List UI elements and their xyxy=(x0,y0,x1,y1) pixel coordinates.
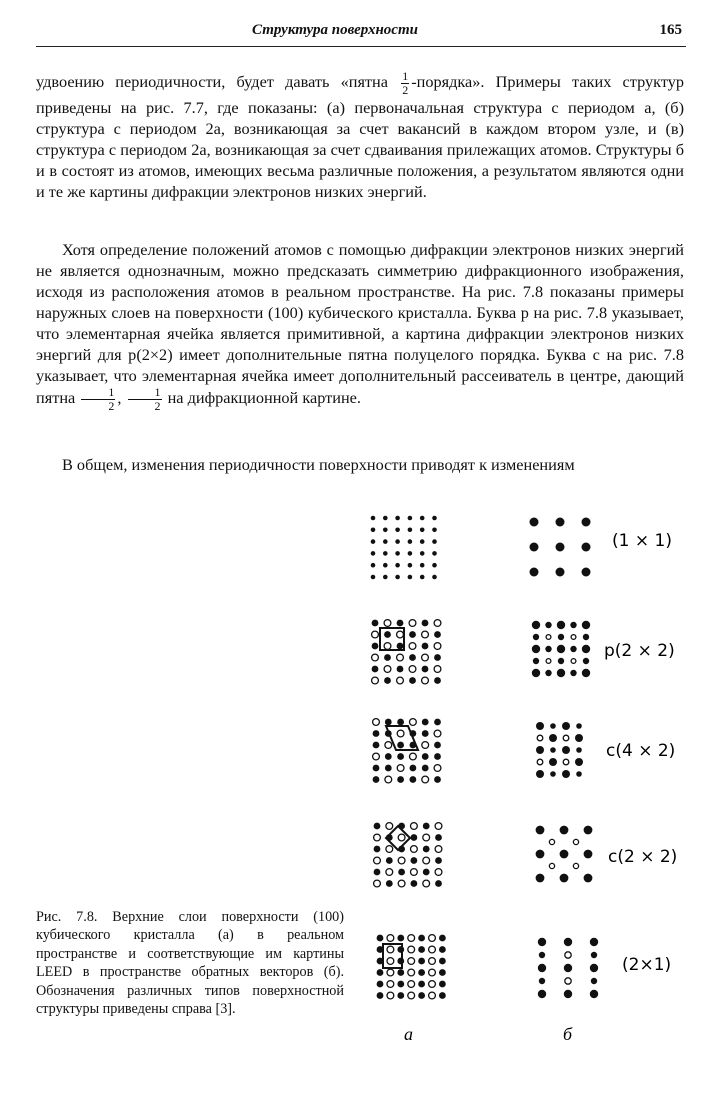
leed-2x1-spot-266 xyxy=(564,990,572,998)
real-2x1-atom-242 xyxy=(408,981,415,988)
leed-c4x2-spot-154 xyxy=(537,759,543,765)
real-c4x2-atom-124 xyxy=(373,753,380,760)
leed-c2x2-spot-204 xyxy=(536,874,545,883)
real-c4x2-atom-140 xyxy=(422,776,429,783)
real-1x1-atom-29 xyxy=(432,563,437,568)
real-p2x2-atom-78 xyxy=(409,677,416,684)
real-1x1-atom-17 xyxy=(432,539,437,544)
real-c2x2-atom-195 xyxy=(411,880,418,887)
leed-2x1-spot-259 xyxy=(538,964,546,972)
real-c2x2-atom-193 xyxy=(386,880,393,887)
leed-c4x2-spot-143 xyxy=(550,723,556,729)
real-2x1-atom-220 xyxy=(397,946,404,953)
leed-p2x2-spot-86 xyxy=(533,634,539,640)
leed-1x1-spot-44 xyxy=(582,568,591,577)
real-2x1-atom-250 xyxy=(418,992,425,999)
fraction-half-1: $\frac{1}{2}$ xyxy=(81,386,115,413)
real-p2x2-atom-46 xyxy=(384,620,391,627)
paragraph-2-start: Хотя определение положений атомов с помощью дифракции электронов низких энергий не является однозначным, можно предсказать симметрию дифракционного изображения, исходя из расположения атомов в реальном пространстве. На рис. 7.8 показаны примеры наружных слоев на поверхности (100) кубического кристалла. Буква p на рис. 7.8 указывает, что элементарная ячейка является примитивной, а картина дифракции электронов низких энергий для p(2×2) имеет дополнительные пятна полуцелого порядка. Буква c на рис. 7.8 указывает, что элементарная ячейка имеет дополнительный рассеиватель в центре, дающий пятна xyxy=(36,240,684,408)
real-2x1-atom-252 xyxy=(439,992,446,999)
real-c2x2-atom-187 xyxy=(386,869,393,876)
paragraph-2-end: на дифракционной картине. xyxy=(167,388,361,408)
real-1x1-atom-4 xyxy=(420,516,425,521)
real-2x1-atom-217 xyxy=(439,935,446,942)
paragraph-1-start: удвоению периодичности, будет давать «пятна xyxy=(36,72,388,92)
real-2x1-atom-214 xyxy=(408,935,415,942)
real-c2x2-atom-180 xyxy=(374,857,381,864)
paragraph-3-text: В общем, изменения периодичности поверхности приводят к изменениям xyxy=(62,455,575,474)
real-2x1-atom-235 xyxy=(408,969,415,976)
real-1x1-atom-30 xyxy=(371,575,376,580)
leed-p2x2-spot-95 xyxy=(582,645,590,653)
real-2x1-atom-238 xyxy=(439,969,446,976)
leed-c4x2-spot-155 xyxy=(549,758,557,766)
real-1x1-atom-7 xyxy=(383,528,388,533)
leed-p2x2-spot-99 xyxy=(571,659,576,664)
leed-p2x2-spot-84 xyxy=(570,622,576,628)
real-2x1-atom-237 xyxy=(429,969,436,976)
real-p2x2-atom-68 xyxy=(434,654,441,661)
real-c2x2-atom-166 xyxy=(423,823,430,830)
real-c4x2-atom-137 xyxy=(385,776,392,783)
real-c4x2-atom-106 xyxy=(373,719,380,726)
real-c2x2-atom-172 xyxy=(423,834,430,841)
real-c4x2-atom-131 xyxy=(385,765,392,772)
leed-c4x2-spot-152 xyxy=(562,746,570,754)
real-1x1-atom-33 xyxy=(408,575,413,580)
leed-2x1-spot-260 xyxy=(564,964,572,972)
leed-c2x2-spot-206 xyxy=(584,874,593,883)
real-c2x2-atom-183 xyxy=(411,857,418,864)
leed-c4x2-spot-145 xyxy=(576,723,582,729)
real-2x1-atom-239 xyxy=(377,981,384,988)
real-c2x2-atom-167 xyxy=(435,823,442,830)
real-c2x2-atom-168 xyxy=(374,834,381,841)
real-1x1-atom-1 xyxy=(383,516,388,521)
real-c4x2-atom-139 xyxy=(410,776,417,783)
leed-1x1-spot-37 xyxy=(556,518,565,527)
real-c2x2-atom-173 xyxy=(435,834,442,841)
fraction-separator: , xyxy=(117,388,122,408)
real-p2x2-atom-57 xyxy=(372,643,379,650)
real-p2x2-atom-53 xyxy=(397,631,404,638)
real-p2x2-atom-66 xyxy=(409,654,416,661)
real-c2x2-atom-189 xyxy=(411,869,418,876)
leed-p2x2-spot-97 xyxy=(546,659,551,664)
real-p2x2-atom-51 xyxy=(372,631,379,638)
real-2x1-atom-240 xyxy=(387,981,394,988)
real-1x1-atom-20 xyxy=(395,551,400,556)
real-2x1-atom-231 xyxy=(439,958,446,965)
real-2x1-atom-222 xyxy=(418,946,425,953)
leed-2x1-spot-267 xyxy=(590,990,598,998)
real-p2x2-atom-77 xyxy=(397,677,404,684)
real-c4x2-atom-123 xyxy=(434,742,441,749)
real-c4x2-atom-128 xyxy=(422,753,429,760)
real-1x1-atom-32 xyxy=(395,575,400,580)
leed-2x1-spot-261 xyxy=(590,964,598,972)
real-p2x2-atom-61 xyxy=(422,643,429,650)
real-p2x2-atom-58 xyxy=(384,643,391,650)
leed-c2x2-spot-209 xyxy=(549,863,554,868)
leed-c4x2-spot-149 xyxy=(575,734,583,742)
leed-c2x2-spot-202 xyxy=(560,850,569,859)
real-2x1-atom-226 xyxy=(387,958,394,965)
real-p2x2-atom-56 xyxy=(434,631,441,638)
leed-c2x2-spot-198 xyxy=(536,826,545,835)
real-1x1-atom-19 xyxy=(383,551,388,556)
leed-c2x2-spot-208 xyxy=(573,839,578,844)
leed-p2x2-spot-93 xyxy=(557,645,565,653)
leed-p2x2-spot-102 xyxy=(545,670,551,676)
fraction-half-2: $\frac{1}{2}$ xyxy=(128,386,162,413)
real-2x1-atom-219 xyxy=(387,946,394,953)
real-c4x2-atom-129 xyxy=(434,753,441,760)
real-c4x2-atom-109 xyxy=(410,719,417,726)
real-c4x2-atom-125 xyxy=(385,753,392,760)
real-2x1-atom-212 xyxy=(387,935,394,942)
real-p2x2-atom-65 xyxy=(397,654,404,661)
leed-c4x2-spot-150 xyxy=(536,746,544,754)
real-c2x2-atom-188 xyxy=(398,869,405,876)
running-title: Структура поверхности xyxy=(252,22,418,38)
leed-1x1-spot-40 xyxy=(556,543,565,552)
real-c2x2-atom-175 xyxy=(386,846,393,853)
real-p2x2-atom-70 xyxy=(384,666,391,673)
leed-p2x2-spot-103 xyxy=(557,669,565,677)
real-c2x2-atom-165 xyxy=(411,823,418,830)
figure-caption: Рис. 7.8. Верхние слои поверхности (100) кубического кристалла (а) в реальном пространстве и соответствующие им картины LEED в пространстве обратных векторов (б). Обозначения различных типов поверхностной структуры приведены справа [3]. xyxy=(36,909,344,1018)
leed-c2x2-spot-201 xyxy=(536,850,545,859)
real-1x1-atom-6 xyxy=(371,528,376,533)
real-2x1-atom-248 xyxy=(397,992,404,999)
real-2x1-atom-234 xyxy=(397,969,404,976)
real-p2x2-atom-48 xyxy=(409,620,416,627)
real-c2x2-atom-177 xyxy=(411,846,418,853)
real-1x1-atom-31 xyxy=(383,575,388,580)
real-p2x2-atom-60 xyxy=(409,643,416,650)
real-2x1-atom-224 xyxy=(439,946,446,953)
real-c2x2-atom-178 xyxy=(423,846,430,853)
leed-p2x2-spot-88 xyxy=(558,634,564,640)
paragraph-1-end: -порядка». Примеры таких структур приведены на рис. 7.7, где показаны: (а) первоначальная структура с периодом a, (б) структура с периодом 2a, возникающая за счет вакансий в каждом втором узле, и (в) структура с периодом 2a, возникающая за счет сдваивания прилежащих атомов. Структуры б и в состоят из атомов, имеющих весьма различные положения, а результатом являются одни и те же картины дифракции электронов низких энергий. xyxy=(36,72,685,201)
real-c2x2-atom-179 xyxy=(435,846,442,853)
real-c4x2-atom-119 xyxy=(385,742,392,749)
leed-1x1-spot-42 xyxy=(530,568,539,577)
real-1x1-atom-14 xyxy=(395,539,400,544)
real-2x1-atom-228 xyxy=(408,958,415,965)
real-c2x2-atom-185 xyxy=(435,857,442,864)
leed-2x1-spot-253 xyxy=(538,938,546,946)
leed-p2x2-spot-91 xyxy=(532,645,540,653)
real-1x1-atom-26 xyxy=(395,563,400,568)
leed-p2x2-spot-83 xyxy=(557,621,565,629)
leed-2x1-spot-263 xyxy=(565,978,571,984)
real-p2x2-atom-72 xyxy=(409,666,416,673)
real-1x1-atom-3 xyxy=(408,516,413,521)
leed-1x1-spot-39 xyxy=(530,543,539,552)
real-p2x2-atom-50 xyxy=(434,620,441,627)
leed-c4x2-spot-161 xyxy=(576,771,582,777)
real-c4x2-atom-120 xyxy=(397,742,404,749)
real-p2x2-atom-45 xyxy=(372,620,379,627)
leed-2x1-spot-255 xyxy=(590,938,598,946)
leed-p2x2-spot-98 xyxy=(558,658,564,664)
figure-marks xyxy=(371,516,599,999)
real-1x1-atom-15 xyxy=(408,539,413,544)
leed-c2x2-spot-210 xyxy=(573,863,578,868)
real-p2x2-atom-63 xyxy=(372,654,379,661)
real-c4x2-atom-130 xyxy=(373,765,380,772)
real-c4x2-atom-132 xyxy=(397,765,404,772)
real-p2x2-atom-47 xyxy=(397,620,404,627)
real-2x1-atom-233 xyxy=(387,969,394,976)
real-1x1-atom-13 xyxy=(383,539,388,544)
real-2x1-atom-227 xyxy=(397,958,404,965)
real-c4x2-atom-136 xyxy=(373,776,380,783)
real-p2x2-atom-55 xyxy=(422,631,429,638)
column-label-a: а xyxy=(404,1024,413,1044)
real-1x1-atom-27 xyxy=(408,563,413,568)
real-p2x2-atom-74 xyxy=(434,666,441,673)
label-1x1: (1 × 1) xyxy=(612,531,672,551)
real-1x1-atom-9 xyxy=(408,528,413,533)
leed-2x1-spot-256 xyxy=(539,952,545,958)
real-1x1-atom-10 xyxy=(420,528,425,533)
leed-c4x2-spot-159 xyxy=(550,771,556,777)
real-2x1-atom-243 xyxy=(418,981,425,988)
real-p2x2-atom-64 xyxy=(384,654,391,661)
real-c2x2-atom-182 xyxy=(398,857,405,864)
real-1x1-atom-16 xyxy=(420,539,425,544)
leed-p2x2-spot-104 xyxy=(570,670,576,676)
leed-1x1-spot-38 xyxy=(582,518,591,527)
real-p2x2-atom-73 xyxy=(422,666,429,673)
real-p2x2-atom-75 xyxy=(372,677,379,684)
real-p2x2-atom-52 xyxy=(384,631,391,638)
real-2x1-atom-221 xyxy=(408,946,415,953)
real-p2x2-atom-69 xyxy=(372,666,379,673)
leed-p2x2-spot-82 xyxy=(545,622,551,628)
leed-2x1-spot-265 xyxy=(538,990,546,998)
real-p2x2-atom-54 xyxy=(409,631,416,638)
real-1x1-atom-11 xyxy=(432,528,437,533)
real-2x1-atom-246 xyxy=(377,992,384,999)
leed-c4x2-spot-158 xyxy=(536,770,544,778)
real-c2x2-atom-162 xyxy=(374,823,381,830)
page-number: 165 xyxy=(659,22,682,38)
real-2x1-atom-249 xyxy=(408,992,415,999)
real-c2x2-atom-163 xyxy=(386,823,393,830)
real-c2x2-atom-192 xyxy=(374,880,381,887)
leed-2x1-spot-264 xyxy=(591,978,597,984)
real-2x1-atom-236 xyxy=(418,969,425,976)
leed-c2x2-spot-207 xyxy=(549,839,554,844)
real-c2x2-atom-186 xyxy=(374,869,381,876)
real-2x1-atom-213 xyxy=(397,935,404,942)
real-c2x2-atom-197 xyxy=(435,880,442,887)
leed-1x1-spot-36 xyxy=(530,518,539,527)
leed-c4x2-spot-142 xyxy=(536,722,544,730)
real-2x1-atom-223 xyxy=(429,946,436,953)
real-p2x2-atom-71 xyxy=(397,666,404,673)
real-p2x2-atom-67 xyxy=(422,654,429,661)
real-1x1-atom-21 xyxy=(408,551,413,556)
real-1x1-atom-23 xyxy=(432,551,437,556)
real-c4x2-atom-107 xyxy=(385,719,392,726)
real-1x1-atom-34 xyxy=(420,575,425,580)
real-1x1-atom-28 xyxy=(420,563,425,568)
real-1x1-atom-2 xyxy=(395,516,400,521)
real-c2x2-atom-174 xyxy=(374,846,381,853)
real-c2x2-atom-196 xyxy=(423,880,430,887)
real-c4x2-atom-138 xyxy=(397,776,404,783)
real-c4x2-atom-122 xyxy=(422,742,429,749)
leed-p2x2-spot-85 xyxy=(582,621,590,629)
real-c4x2-atom-127 xyxy=(410,753,417,760)
real-c4x2-atom-111 xyxy=(434,719,441,726)
fraction-half: $\frac{1}{2}$ xyxy=(402,69,409,97)
leed-c2x2-spot-200 xyxy=(584,826,593,835)
leed-c4x2-spot-153 xyxy=(576,747,582,753)
real-c2x2-atom-190 xyxy=(423,869,430,876)
real-c4x2-atom-118 xyxy=(373,742,380,749)
leed-c4x2-spot-146 xyxy=(537,735,543,741)
real-2x1-atom-241 xyxy=(397,981,404,988)
label-c4x2: c(4 × 2) xyxy=(606,741,676,761)
real-c2x2-atom-170 xyxy=(398,834,405,841)
real-c2x2-atom-181 xyxy=(386,857,393,864)
real-1x1-atom-22 xyxy=(420,551,425,556)
real-c4x2-atom-126 xyxy=(397,753,404,760)
leed-p2x2-spot-100 xyxy=(583,658,589,664)
real-2x1-atom-232 xyxy=(377,969,384,976)
real-p2x2-atom-80 xyxy=(434,677,441,684)
label-c2x2: c(2 × 2) xyxy=(608,847,678,867)
real-c4x2-atom-114 xyxy=(397,730,404,737)
leed-1x1-spot-43 xyxy=(556,568,565,577)
leed-p2x2-spot-96 xyxy=(533,658,539,664)
real-2x1-atom-211 xyxy=(377,935,384,942)
leed-p2x2-spot-81 xyxy=(532,621,540,629)
leed-p2x2-spot-87 xyxy=(546,635,551,640)
real-2x1-atom-251 xyxy=(429,992,436,999)
real-1x1-atom-25 xyxy=(383,563,388,568)
real-c4x2-atom-135 xyxy=(434,765,441,772)
real-c4x2-atom-112 xyxy=(373,730,380,737)
leed-c4x2-spot-157 xyxy=(575,758,583,766)
real-c4x2-atom-110 xyxy=(422,719,429,726)
leed-c2x2-spot-205 xyxy=(560,874,569,883)
leed-1x1-spot-41 xyxy=(582,543,591,552)
leed-p2x2-spot-101 xyxy=(532,669,540,677)
leed-p2x2-spot-92 xyxy=(545,646,551,652)
real-c2x2-atom-191 xyxy=(435,869,442,876)
real-2x1-atom-247 xyxy=(387,992,394,999)
real-1x1-atom-0 xyxy=(371,516,376,521)
real-2x1-atom-245 xyxy=(439,981,446,988)
real-c4x2-atom-134 xyxy=(422,765,429,772)
real-c4x2-atom-116 xyxy=(422,730,429,737)
leed-c4x2-spot-160 xyxy=(562,770,570,778)
leed-p2x2-spot-90 xyxy=(583,634,589,640)
real-c4x2-atom-133 xyxy=(410,765,417,772)
real-2x1-atom-244 xyxy=(429,981,436,988)
real-1x1-atom-35 xyxy=(432,575,437,580)
leed-c2x2-spot-199 xyxy=(560,826,569,835)
real-p2x2-atom-62 xyxy=(434,643,441,650)
real-2x1-atom-230 xyxy=(429,958,436,965)
real-1x1-atom-8 xyxy=(395,528,400,533)
real-2x1-atom-216 xyxy=(429,935,436,942)
leed-c4x2-spot-148 xyxy=(563,735,569,741)
real-c2x2-atom-194 xyxy=(398,880,405,887)
leed-2x1-spot-257 xyxy=(565,952,571,958)
real-c4x2-atom-108 xyxy=(397,719,404,726)
real-p2x2-atom-76 xyxy=(384,677,391,684)
leed-2x1-spot-254 xyxy=(564,938,572,946)
real-c4x2-atom-117 xyxy=(434,730,441,737)
real-p2x2-atom-49 xyxy=(422,620,429,627)
leed-p2x2-spot-105 xyxy=(582,669,590,677)
leed-2x1-spot-258 xyxy=(591,952,597,958)
leed-p2x2-spot-89 xyxy=(571,635,576,640)
leed-2x1-spot-262 xyxy=(539,978,545,984)
leed-c4x2-spot-147 xyxy=(549,734,557,742)
real-2x1-atom-215 xyxy=(418,935,425,942)
real-1x1-atom-5 xyxy=(432,516,437,521)
real-p2x2-atom-79 xyxy=(422,677,429,684)
leed-c2x2-spot-203 xyxy=(584,850,593,859)
real-1x1-atom-24 xyxy=(371,563,376,568)
leed-c4x2-spot-156 xyxy=(563,759,569,765)
real-1x1-atom-12 xyxy=(371,539,376,544)
label-2x1: (2×1) xyxy=(622,955,672,975)
label-p2x2: p(2 × 2) xyxy=(604,641,675,661)
leed-c4x2-spot-151 xyxy=(550,747,556,753)
real-1x1-atom-18 xyxy=(371,551,376,556)
real-c2x2-atom-184 xyxy=(423,857,430,864)
column-label-b: б xyxy=(563,1024,573,1044)
real-c4x2-atom-141 xyxy=(434,776,441,783)
real-2x1-atom-229 xyxy=(418,958,425,965)
real-c2x2-atom-171 xyxy=(411,834,418,841)
leed-p2x2-spot-94 xyxy=(570,646,576,652)
real-p2x2-atom-59 xyxy=(397,643,404,650)
leed-c4x2-spot-144 xyxy=(562,722,570,730)
